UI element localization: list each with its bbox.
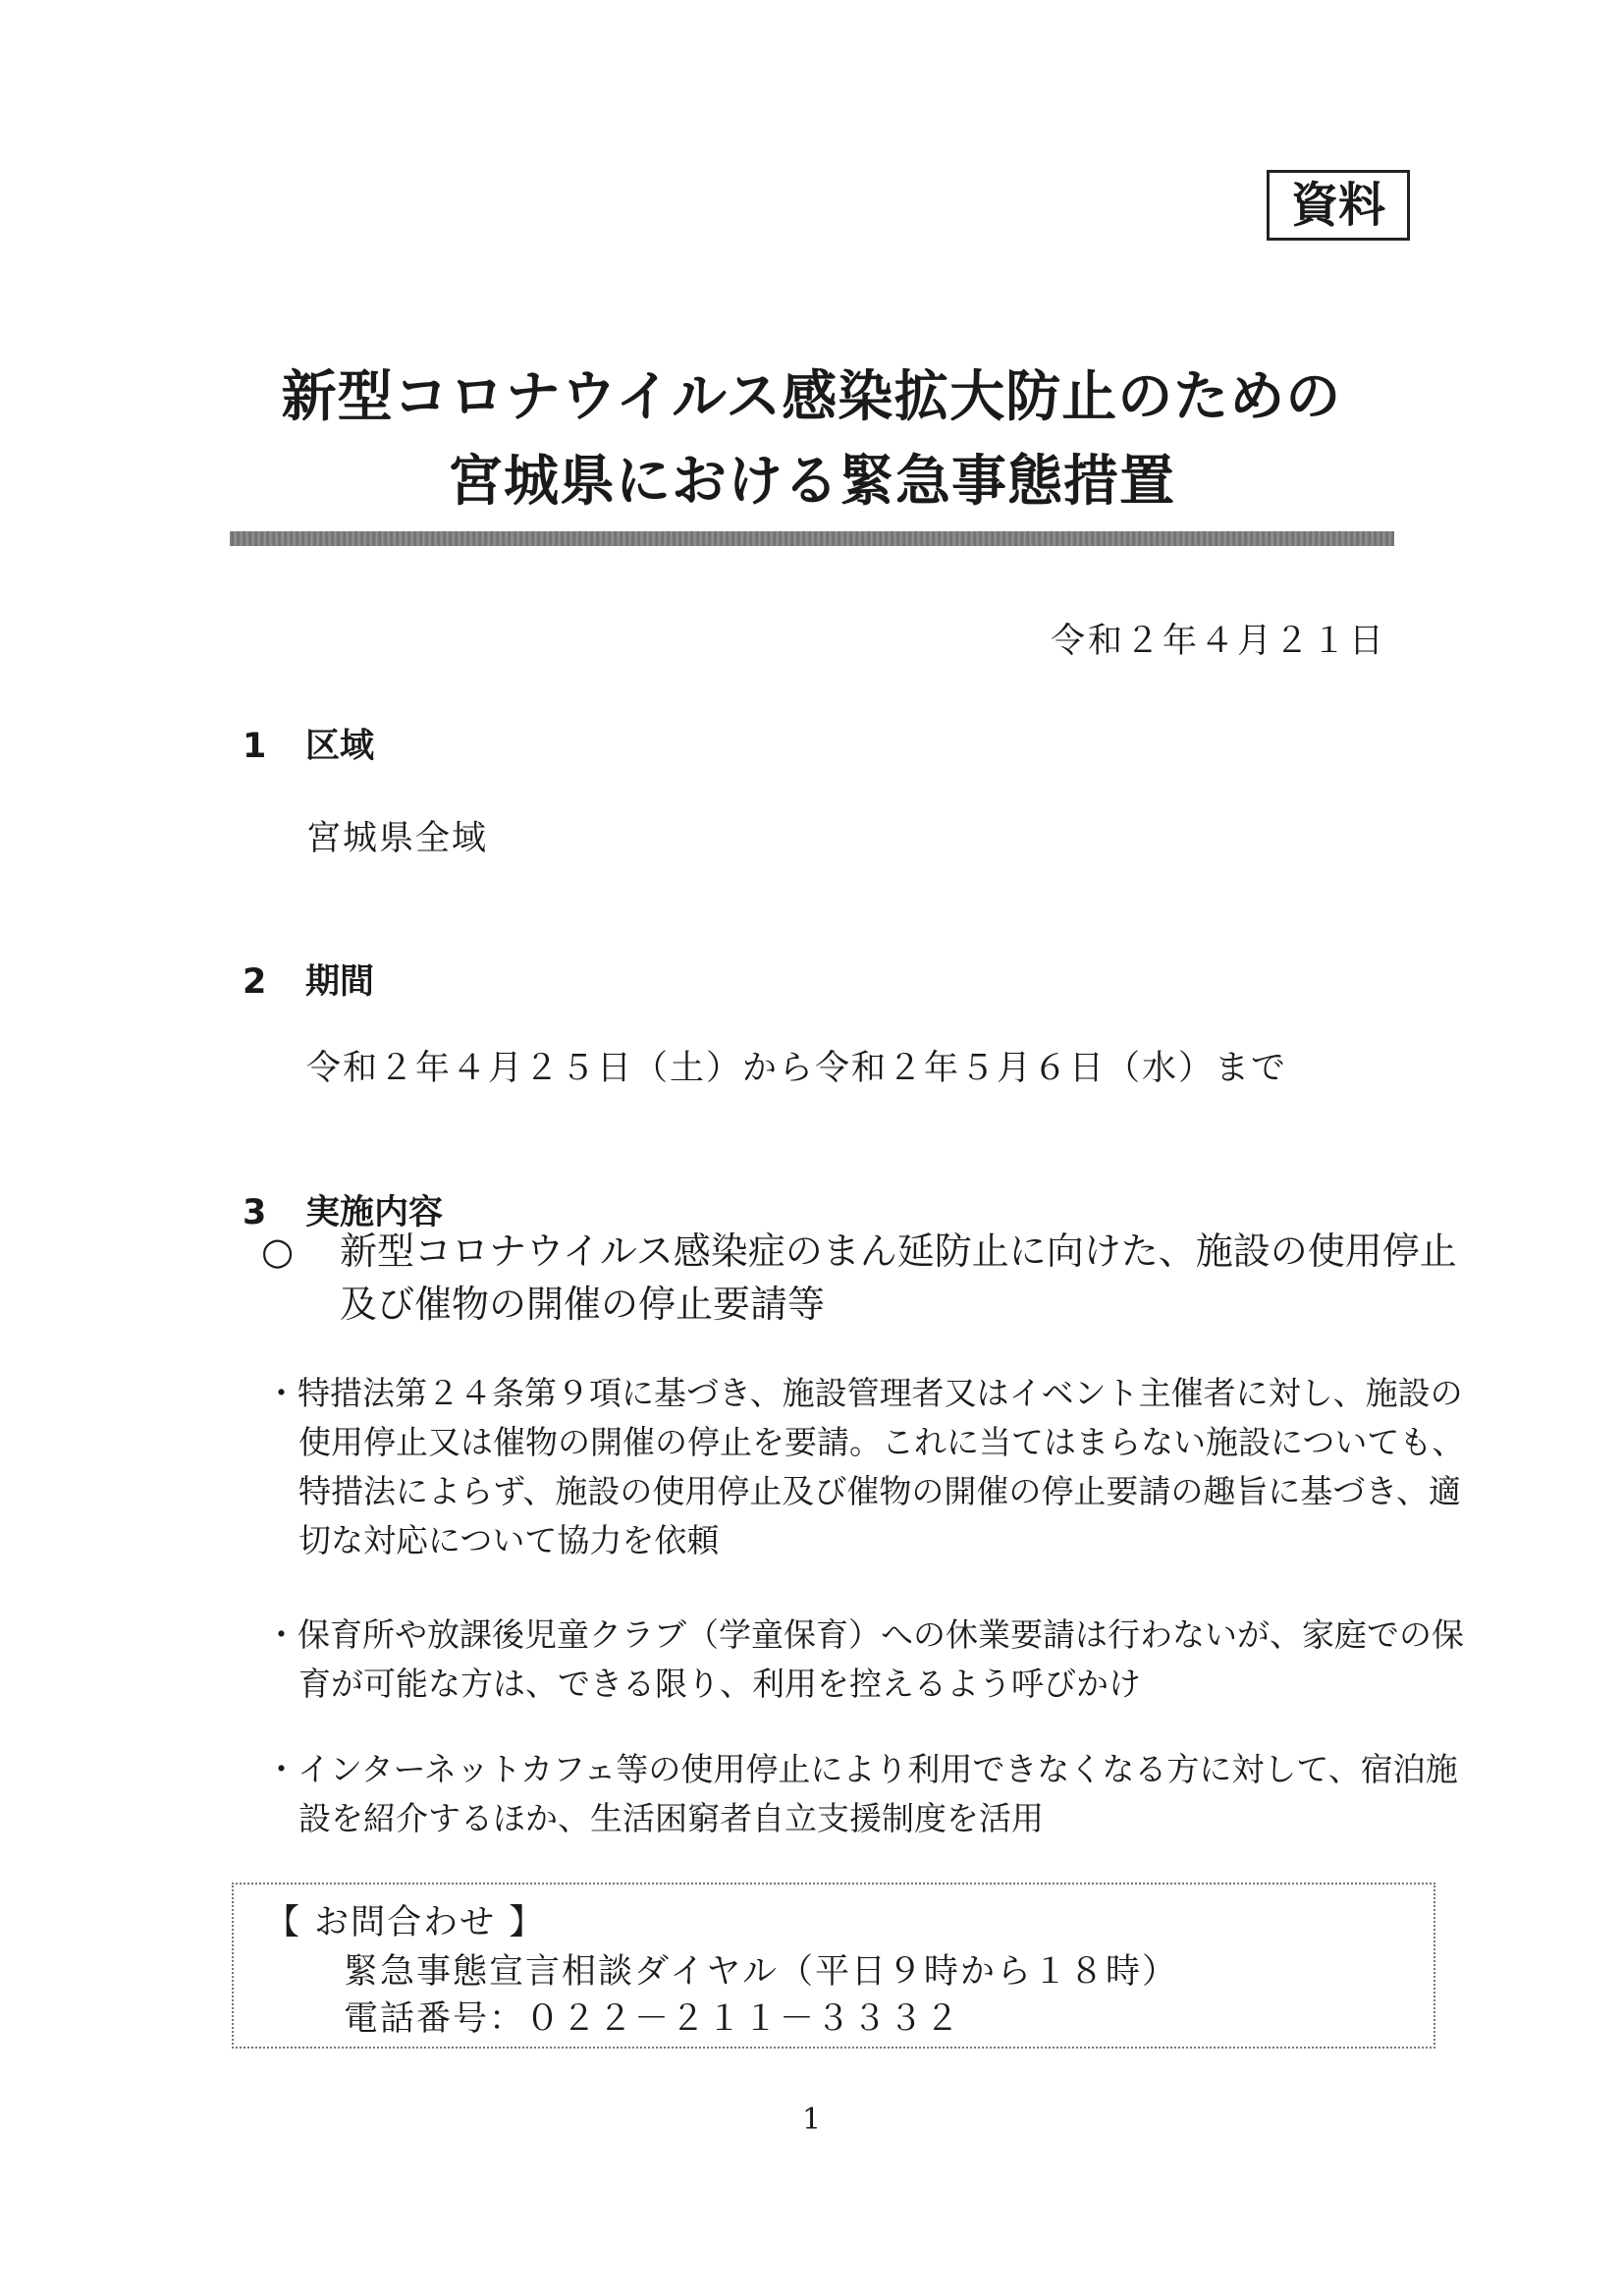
measure-marker: ○ bbox=[261, 1230, 295, 1273]
measure-line-2: 及び催物の開催の停止要請等 bbox=[340, 1283, 826, 1326]
section-1-heading bbox=[243, 719, 374, 768]
measure-line-1: 新型コロナウイルス感染症のまん延防止に向けた、施設の使用停止 bbox=[340, 1230, 1457, 1273]
contact-hours: 緊急事態宣言相談ダイヤル（平日９時から１８時） bbox=[344, 1952, 1178, 1992]
page-number: 1 bbox=[801, 2103, 822, 2137]
bullet-item-2 bbox=[265, 1611, 1464, 1709]
bullet-line: 使用停止又は催物の開催の停止を要請。これに当てはまらない施設についても、 bbox=[298, 1423, 1465, 1461]
bullet-line: 特措法によらず、施設の使用停止及び催物の開催の停止要請の趣旨に基づき、適 bbox=[298, 1472, 1462, 1510]
bullet-item-3 bbox=[265, 1745, 1458, 1843]
bullet-line: 切な対応について協力を依頼 bbox=[298, 1521, 720, 1559]
document-title-line-1: 新型コロナウイルス感染拡大防止のための bbox=[281, 365, 1342, 429]
section-2-heading bbox=[243, 955, 374, 1004]
bullet-line: 育が可能な方は、できる限り、利用を控えるよう呼びかけ bbox=[298, 1665, 1141, 1703]
contact-heading: 【 お問合わせ 】 bbox=[265, 1903, 546, 1942]
section-2-body: 令和２年４月２５日（土）から令和２年５月６日（水）まで bbox=[306, 1049, 1288, 1088]
bullet-line: ・保育所や放課後児童クラブ（学童保育）への休業要請は行わないが、家庭での保 bbox=[265, 1615, 1464, 1654]
bullet-line: 設を紹介するほか、生活困窮者自立支援制度を活用 bbox=[298, 1799, 1044, 1837]
section-number: 3 bbox=[243, 1193, 267, 1232]
contact-phone: 電話番号：０２２－２１１－３３３２ bbox=[344, 1999, 962, 2039]
section-1-body: 宮城県全域 bbox=[306, 819, 489, 858]
document-label-badge: 資料 bbox=[1267, 170, 1410, 241]
section-title: 実施内容 bbox=[305, 1193, 444, 1232]
section-number: 2 bbox=[243, 962, 267, 1002]
bullet-item-1 bbox=[265, 1369, 1465, 1565]
title-divider bbox=[230, 531, 1394, 546]
bullet-line: ・インターネットカフェ等の使用停止により利用できなくなる方に対して、宿泊施 bbox=[265, 1750, 1458, 1788]
bullet-line: ・特措法第２４条第９項に基づき、施設管理者又はイベント主催者に対し、施設の bbox=[265, 1374, 1463, 1412]
document-date: 令和２年４月２１日 bbox=[1051, 622, 1387, 661]
section-title: 区域 bbox=[305, 727, 375, 766]
document-title-line-2: 宮城県における緊急事態措置 bbox=[448, 450, 1175, 514]
section-title: 期間 bbox=[305, 962, 375, 1002]
section-number: 1 bbox=[243, 727, 267, 766]
